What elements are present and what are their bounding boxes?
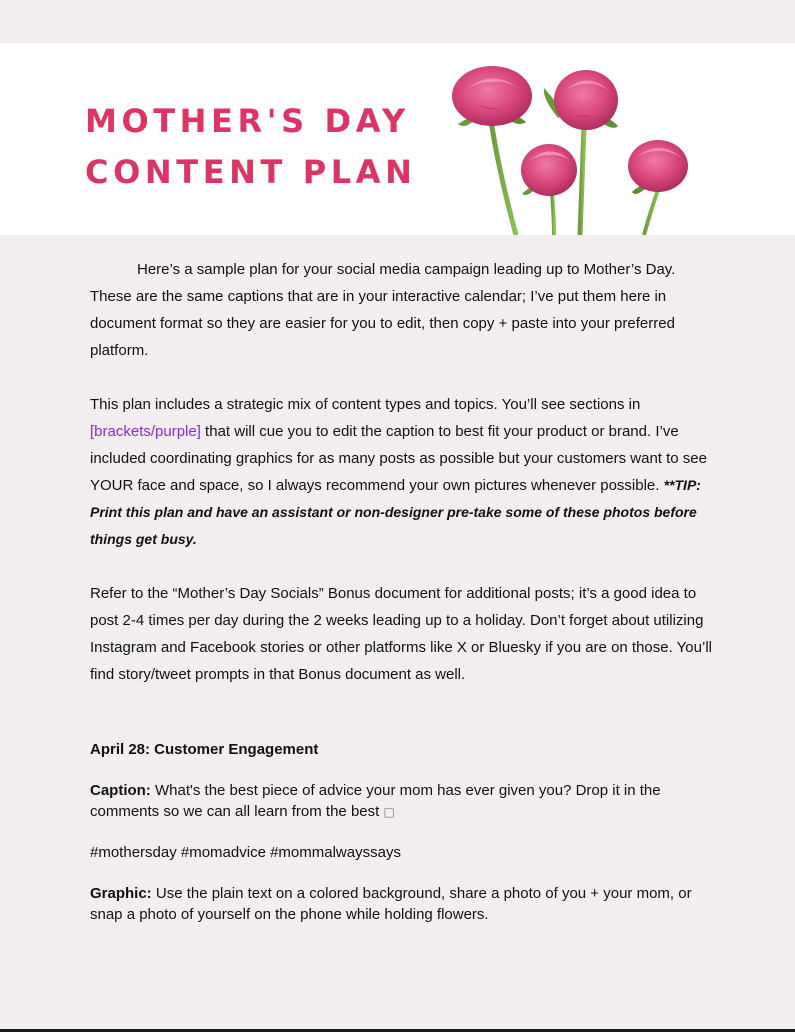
intro-paragraph-2-text-b: that will cue you to edit the caption to best fit your product or brand. I’ve included coordinating graphics for as many posts as possible but your customers want to see YOUR face and space, so I always recommend your own pictures whenever possible.	[90, 423, 707, 494]
graphic-text: Use the plain text on a colored background, share a photo of you + your mom, or snap a photo of yourself on the phone while holding flowers.	[90, 885, 692, 923]
emoji-placeholder-icon: □	[383, 805, 395, 819]
post-heading: April 28: Customer Engagement	[90, 741, 319, 758]
caption-label: Caption:	[90, 782, 151, 799]
post-caption	[90, 780, 715, 823]
title-line-1: MOTHER'S DAY	[85, 102, 410, 140]
graphic-label: Graphic:	[90, 885, 152, 902]
intro-paragraph-2	[90, 391, 715, 553]
intro-section	[90, 256, 715, 688]
pink-roses-illustration	[436, 58, 700, 235]
brackets-purple-highlight: [brackets/purple]	[90, 423, 201, 440]
page-title	[85, 96, 417, 198]
intro-paragraph-1: Here’s a sample plan for your social media campaign leading up to Mother’s Day. These are the same captions that are in your interactive calendar; I’ve put them here in document format so they are easier for you to edit, then copy + paste into your preferred platform.	[90, 261, 676, 359]
post-graphic	[90, 883, 715, 925]
title-line-2: CONTENT PLAN	[85, 153, 417, 191]
print-tip: **TIP: Print this plan and have an assistant or non-designer pre-take some of these photos before things get busy.	[90, 477, 701, 547]
caption-text: What's the best piece of advice your mom has ever given you? Drop it in the comments so we can all learn from the best	[90, 782, 661, 820]
intro-paragraph-2-text-a: This plan includes a strategic mix of content types and topics. You’ll see sections in	[90, 396, 641, 413]
post-hashtags: #mothersday #momadvice #mommalwayssays	[90, 844, 401, 861]
intro-paragraph-3: Refer to the “Mother’s Day Socials” Bonus document for additional posts; it’s a good idea to post 2-4 times per day during the 2 weeks leading up to a holiday. Don’t forget about utilizing Instagram and Facebook stories or other platforms like X or Bluesky if you are on those. You’ll find story/tweet prompts in that Bonus document as well.	[90, 585, 712, 683]
